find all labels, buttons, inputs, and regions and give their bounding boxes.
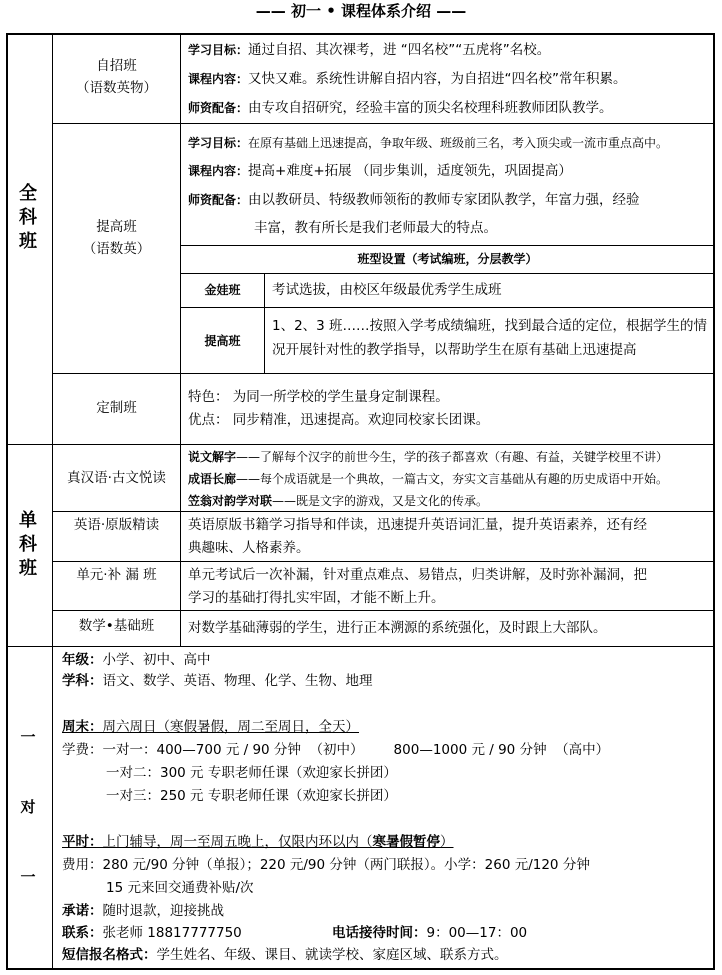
contact-value: 张老师 18817777750: [102, 925, 242, 941]
title-dot: •: [320, 2, 342, 20]
zizhao-name: 自招班: [96, 58, 137, 74]
one-on-one-char-1: 一: [20, 728, 36, 746]
english-reading-desc-1: 英语原版书籍学习指导和伴读，迅速提升英语词汇量，提升英语素养，还有经: [188, 517, 647, 533]
chinese-reading-value-3: ——既是文字的游戏，又是文化的传承。: [272, 494, 489, 508]
tigao-teacher-value-1: 由以教研员、特级教师领衔的教师专家团队教学，年富力强，经验: [248, 192, 640, 208]
gold-class-name: 金娃班: [204, 283, 241, 297]
subject-key: 学科：: [62, 673, 103, 689]
tigao-goal-key: 学习目标：: [188, 136, 249, 150]
chinese-reading-line-1: [188, 447, 668, 467]
zizhao-content-value: 又快又难。系统性讲解自招内容，为自招进“四名校”常年积累。: [248, 71, 627, 87]
grade-value: 小学、初中、高中: [102, 652, 211, 668]
tigao-name: 提高班: [96, 219, 137, 235]
tigao-sub-class-name: 提高班: [204, 334, 241, 348]
weekday-bold: 寒暑假暂停: [372, 834, 440, 850]
sms-key: 短信报名格式：: [62, 947, 157, 963]
tigao-goal: [188, 133, 668, 153]
weekday-value: 上门辅导，周一至周五晚上，仅限内环以内（: [102, 834, 373, 850]
setup-title: 班型设置（考试编班，分层教学）: [357, 252, 538, 266]
phone-time-line: [332, 923, 527, 943]
custom-name: 定制班: [96, 400, 137, 416]
tigao-teacher-key: 师资配备：: [188, 193, 249, 207]
tigao-sub-class-desc-1: 1、2、3 班……按照入学考成绩编班，找到最合适的定位，根据学生的情: [272, 318, 708, 334]
single-class-char-3: 班: [19, 558, 37, 579]
custom-line-2: 优点： 同步精准，迅速提高。欢迎同校家长团课。: [188, 412, 490, 428]
contact-key: 联系：: [62, 925, 103, 941]
tigao-teacher-value-2: 丰富，教有所长是我们老师最大的特点。: [254, 220, 497, 236]
unit-remedial-name: 单元·补 漏 班: [76, 567, 157, 583]
title-grade: 初一: [290, 2, 321, 20]
contact-line: [62, 923, 242, 943]
tigao-sub-class-desc-2: 况开展针对性的教学指导，以帮助学生在原有基础上迅速提高: [272, 342, 637, 358]
promise-key: 承诺：: [62, 903, 103, 919]
full-class-char-3: 班: [19, 231, 37, 252]
title-main: 课程体系介绍: [341, 2, 432, 20]
phone-time-key: 电话接待时间：: [332, 925, 427, 941]
title-dash-right: ——: [431, 2, 467, 20]
unit-remedial-desc-1: 单元考试后一次补漏，针对重点难点、易错点，归类讲解，及时弥补漏洞，把: [188, 567, 647, 583]
weekend-key: 周末：: [62, 719, 103, 735]
tigao-content-value: 提高+难度+拓展 （同步集训，适度领先，巩固提高）: [248, 163, 572, 179]
weekend-value: 周六周日（寒假暑假，周二至周日，全天）: [102, 719, 359, 735]
tigao-content-key: 课程内容：: [188, 164, 249, 178]
english-reading-desc-2: 典趣味、人格素养。: [188, 540, 310, 556]
math-basic-desc: 对数学基础薄弱的学生，进行正本溯源的系统强化，及时跟上大部队。: [188, 620, 607, 636]
tigao-content: [188, 161, 572, 181]
zizhao-goal: [188, 40, 550, 60]
chinese-reading-value-2: ——每个成语就是一个典故，一篇古文，夯实文言基础从有趣的历史成语中开始。: [236, 472, 669, 486]
zizhao-goal-value: 通过自招、其次裸考，进 “四名校”“五虎将”名校。: [248, 42, 551, 58]
zizhao-teacher-value: 由专攻自招研究，经验丰富的顶尖名校理科班教师团队教学。: [248, 100, 613, 116]
full-class-char-2: 科: [19, 207, 37, 228]
unit-remedial-desc-2: 学习的基础打得扎实牢固，才能不断上升。: [188, 590, 445, 606]
weekend-line: [62, 717, 359, 737]
weekday-line: [62, 832, 454, 852]
single-class-char-1: 单: [19, 510, 37, 531]
subject-value: 语文、数学、英语、物理、化学、生物、地理: [102, 673, 373, 689]
page-title: [0, 0, 722, 24]
fee-line-1: 学费：一对一：400—700 元 / 90 分钟 （初中） 800—1000 元 / 90 分钟 （高中）: [62, 742, 610, 758]
zizhao-sub: （语数英物）: [76, 80, 157, 96]
english-reading-name: 英语·原版精读: [73, 517, 160, 533]
sms-line: [62, 945, 508, 965]
grade-key: 年级：: [62, 652, 103, 668]
chinese-reading-key-3: 笠翁对韵学对联: [188, 494, 273, 508]
chinese-reading-line-2: [188, 469, 668, 489]
chinese-reading-name: 真汉语·古文悦读: [67, 470, 166, 486]
zizhao-content: [188, 69, 627, 89]
subject-line: [62, 671, 373, 691]
single-class-char-2: 科: [19, 534, 37, 555]
gold-class-desc: 考试选拔，由校区年级最优秀学生成班: [272, 282, 502, 298]
zizhao-teacher-key: 师资配备：: [188, 101, 249, 115]
promise-line: [62, 901, 224, 921]
one-on-one-char-2: 对: [20, 798, 36, 816]
custom-line-1: 特色： 为同一所学校的学生量身定制课程。: [188, 389, 449, 405]
zizhao-content-key: 课程内容：: [188, 72, 249, 86]
chinese-reading-line-3: [188, 491, 488, 511]
cost-line-2: 15 元来回交通费补贴/次: [106, 880, 254, 896]
chinese-reading-value-1: ——了解每个汉字的前世今生，学的孩子都喜欢（有趣、有益，关键学校里不讲）: [236, 450, 669, 464]
one-on-one-char-3: 一: [20, 868, 36, 886]
weekday-end: ）: [440, 834, 454, 850]
fee-line-3: 一对三：250 元 专职老师任课（欢迎家长拼团）: [106, 788, 397, 804]
chinese-reading-key-1: 说文解字: [188, 450, 237, 464]
tigao-goal-value: 在原有基础上迅速提高，争取年级、班级前三名，考入顶尖或一流市重点高中。: [248, 136, 669, 150]
sms-value: 学生姓名、年级、课目、就读学校、家庭区域、联系方式。: [156, 947, 508, 963]
weekday-key: 平时：: [62, 834, 103, 850]
phone-time-value: 9：00—17：00: [426, 925, 528, 941]
fee-line-2: 一对二：300 元 专职老师任课（欢迎家长拼团）: [106, 765, 397, 781]
grade-line: [62, 650, 211, 670]
tigao-teacher: [188, 190, 640, 210]
zizhao-teacher: [188, 98, 613, 118]
promise-value: 随时退款，迎接挑战: [102, 903, 224, 919]
zizhao-goal-key: 学习目标：: [188, 43, 249, 57]
tigao-sub: （语数英）: [82, 241, 151, 257]
math-basic-name: 数学•基础班: [78, 618, 155, 634]
chinese-reading-key-2: 成语长廊: [188, 472, 237, 486]
full-class-char-1: 全: [19, 183, 37, 204]
cost-line-1: 费用：280 元/90 分钟（单报）；220 元/90 分钟（两门联报）。小学：260 元/120 分钟: [62, 857, 590, 873]
title-dash-left: ——: [255, 2, 291, 20]
